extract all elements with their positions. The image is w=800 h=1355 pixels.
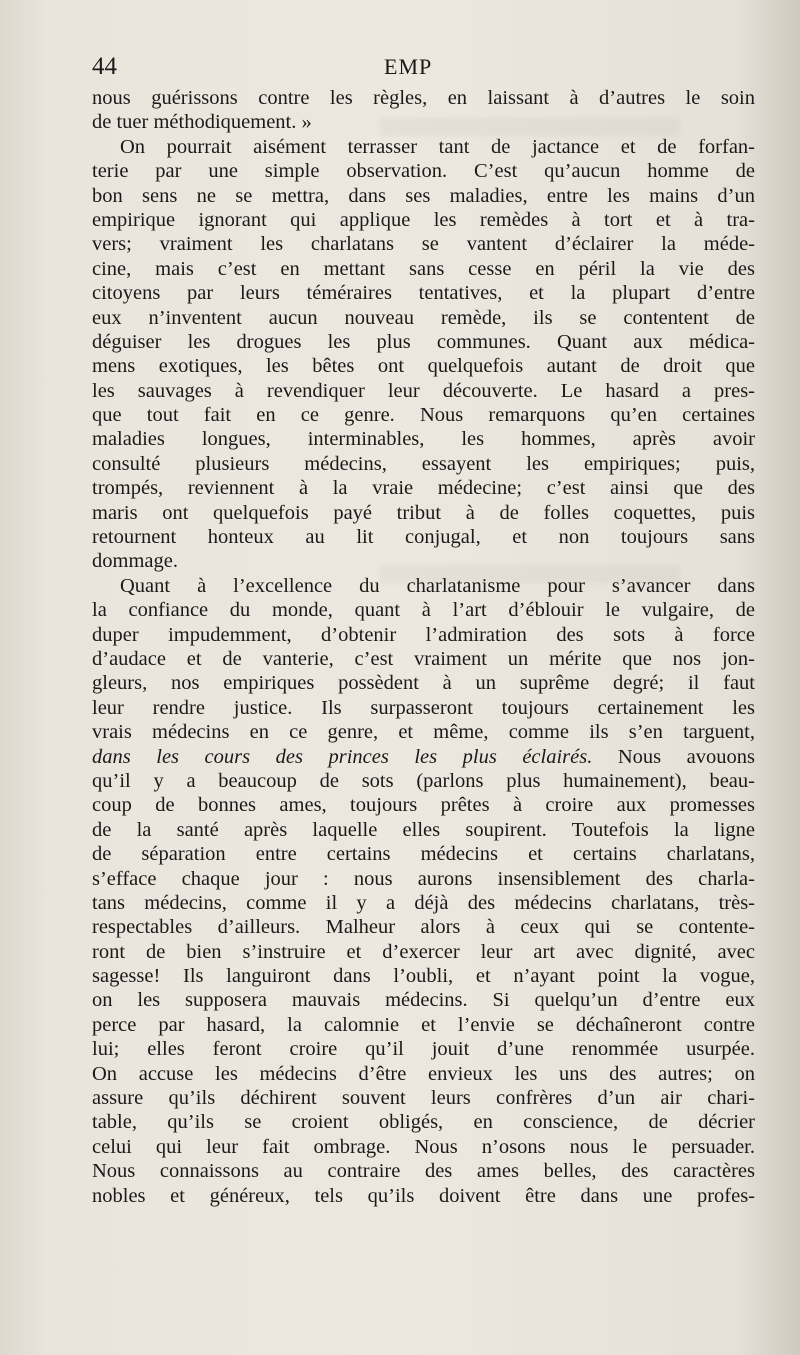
text-line: maris ont quelquefois payé tribut à de folles coquettes, puis <box>92 501 755 524</box>
text-line: tans médecins, comme il y a déjà des médecins charlatans, très- <box>92 891 755 914</box>
text-line: on les supposera mauvais médecins. Si quelqu’un d’entre eux <box>92 989 755 1012</box>
text-line: la confiance du monde, quant à l’art d’éblouir le vulgaire, de <box>92 599 755 622</box>
text-line: de tuer méthodiquement. » <box>92 111 312 134</box>
text-line: nobles et généreux, tels qu’ils doivent être dans une profes- <box>92 1184 755 1207</box>
line-remainder: Nous avouons <box>592 745 755 768</box>
text-line: citoyens par leurs téméraires tentatives, et la plupart d’entre <box>92 282 755 305</box>
text-line: trompés, reviennent à la vraie médecine; c’est ainsi que des <box>92 477 755 500</box>
text-line: de séparation entre certains médecins et certains charlatans, <box>92 843 755 866</box>
text-line: On accuse les médecins d’être envieux les uns des autres; on <box>92 1062 755 1085</box>
text-line: dommage. <box>92 550 178 573</box>
text-line: coup de bonnes ames, toujours prêtes à croire aux promesses <box>92 794 755 817</box>
text-line: retournent honteux au lit conjugal, et non toujours sans <box>92 526 755 549</box>
italic-phrase: dans les cours des princes les plus éclairés. <box>92 745 593 768</box>
text-line: Quant à l’excellence du charlatanisme pour s’avancer dans <box>120 574 755 597</box>
text-line: qu’il y a beaucoup de sots (parlons plus humainement), beau- <box>92 769 755 792</box>
text-line: nous guérissons contre les règles, en laissant à d’autres le soin <box>92 87 755 109</box>
text-line: mens exotiques, les bêtes ont quelquefois autant de droit que <box>92 355 755 378</box>
text-line: sagesse! Ils languiront dans l’oubli, et n’ayant point la vogue, <box>92 965 755 988</box>
page-number: 44 <box>92 53 117 80</box>
running-head: EMP <box>384 54 433 79</box>
text-line: vers; vraiment les charlatans se vantent d’éclairer la méde- <box>92 233 755 256</box>
text-line: table, qu’ils se croient obligés, en conscience, de décrier <box>92 1111 755 1134</box>
text-line: vrais médecins en ce genre, et même, comme ils s’en targuent, <box>92 721 755 744</box>
text-line: eux n’inventent aucun nouveau remède, ils se contentent de <box>92 306 755 329</box>
text-line: assure qu’ils déchirent souvent leurs confrères d’un air chari- <box>92 1087 755 1110</box>
text-line: lui; elles feront croire qu’il jouit d’une renommée usurpée. <box>92 1038 755 1061</box>
text-line: leur rendre justice. Ils surpasseront toujours certainement les <box>92 696 755 719</box>
text-line: d’audace et de vanterie, c’est vraiment un mérite que nos jon- <box>92 647 755 670</box>
text-line: les sauvages à revendiquer leur découverte. Le hasard a pres- <box>92 379 755 402</box>
text-line: gleurs, nos empiriques possèdent à un suprême degré; il faut <box>92 672 755 695</box>
text-line: bon sens ne se mettra, dans ses maladies, entre les mains d’un <box>92 184 755 207</box>
page-header <box>92 52 755 82</box>
text-line: de la santé après laquelle elles soupirent. Toutefois la ligne <box>92 818 755 841</box>
text-line: perce par hasard, la calomnie et l’envie se déchaîneront contre <box>92 1013 755 1036</box>
text-line: empirique ignorant qui applique les remèdes à tort et à tra- <box>92 208 755 231</box>
text-line: On pourrait aisément terrasser tant de jactance et de forfan- <box>120 135 755 158</box>
text-line: ront de bien s’instruire et d’exercer leur art avec dignité, avec <box>92 940 755 963</box>
body-text <box>92 86 755 1208</box>
text-line: que tout fait en ce genre. Nous remarquons qu’en certaines <box>92 404 755 427</box>
text-line: Nous connaissons au contraire des ames belles, des caractères <box>92 1160 755 1183</box>
text-line: terie par une simple observation. C’est qu’aucun homme de <box>92 160 755 183</box>
text-line: maladies longues, interminables, les hommes, après avoir <box>92 428 755 451</box>
text-line: celui qui leur fait ombrage. Nous n’osons nous le persuader. <box>92 1135 755 1158</box>
text-line: s’efface chaque jour : nous aurons insensiblement des charla- <box>92 867 755 890</box>
text-line-with-italic <box>92 745 755 769</box>
text-line: consulté plusieurs médecins, essayent les empiriques; puis, <box>92 452 755 475</box>
text-line: respectables d’ailleurs. Malheur alors à ceux qui se contente- <box>92 916 755 939</box>
text-line: cine, mais c’est en mettant sans cesse en péril la vie des <box>92 257 755 280</box>
text-line: déguiser les drogues les plus communes. Quant aux médica- <box>92 330 755 353</box>
text-line: duper impudemment, d’obtenir l’admiration des sots à force <box>92 623 755 646</box>
